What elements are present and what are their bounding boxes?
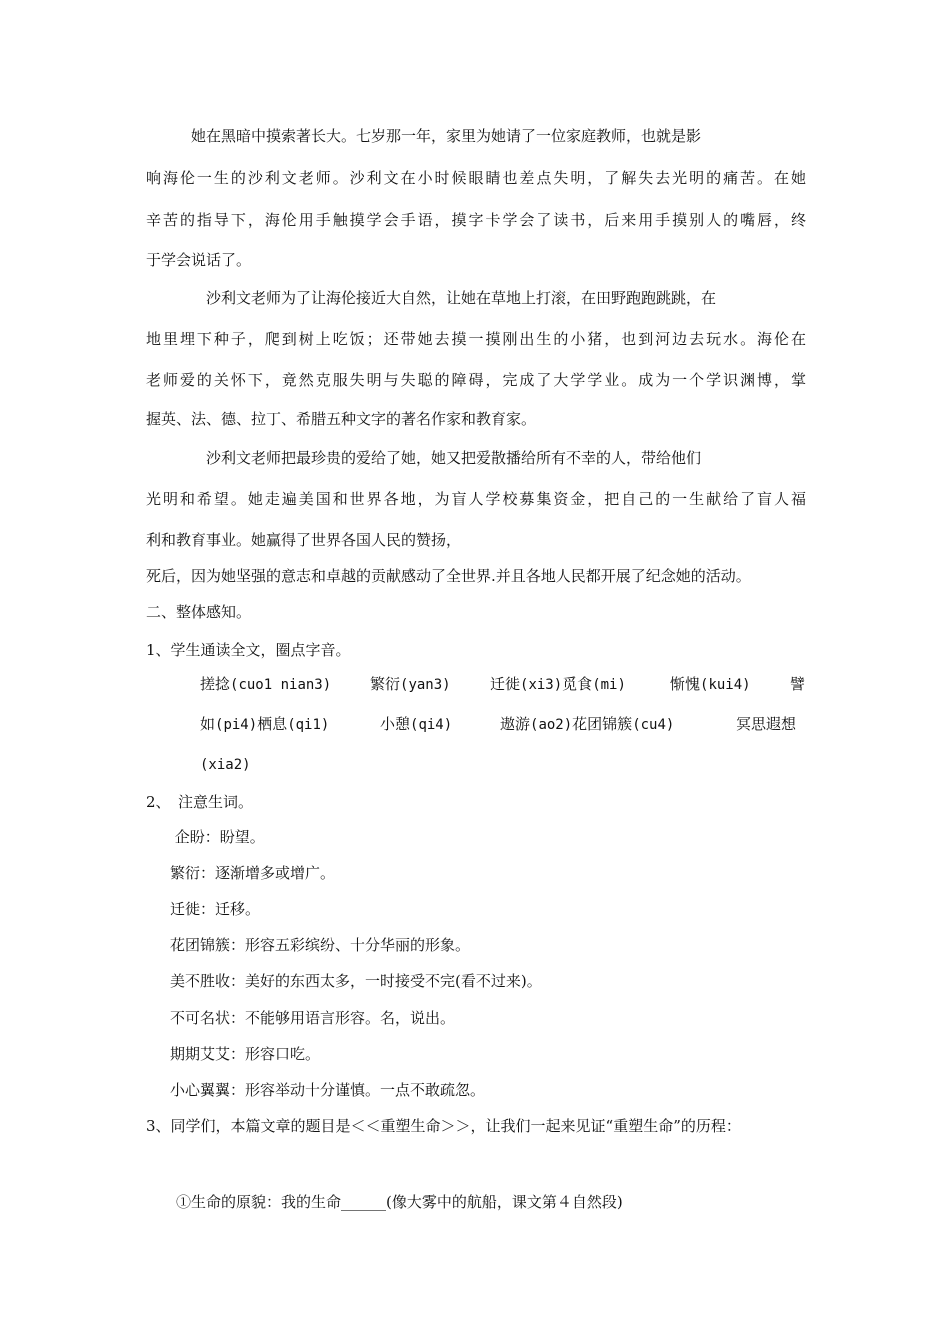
item-3-heading: 3、同学们，本篇文章的题目是＜＜重塑生命＞＞，让我们一起来见证“重塑生命”的历程： bbox=[146, 1117, 741, 1135]
pinyin-continuation: (xia2) bbox=[200, 757, 251, 773]
story-paragraph-2-line-1: 沙利文老师为了让海伦接近大自然，让她在草地上打滚，在田野跑跑跳跳，在 bbox=[146, 289, 717, 307]
vocab-item: 花团锦簇：形容五彩缤纷、十分华丽的形象。 bbox=[170, 936, 471, 954]
pinyin-entry: 迁徙(xi3)觅食(mi) bbox=[490, 675, 626, 693]
step-1-fill-in: ①生命的原貌：我的生命______(像大雾中的航船，课文第４自然段) bbox=[176, 1193, 623, 1211]
story-paragraph-1-line-3: 辛苦的指导下，海伦用手触摸学会手语，摸字卡学会了读书，后来用手摸别人的嘴唇，终 bbox=[146, 211, 806, 229]
vocab-item: 期期艾艾：形容口吃。 bbox=[170, 1045, 321, 1063]
pinyin-entry: 繁衍(yan3) bbox=[370, 675, 451, 693]
story-paragraph-3-line-4: 死后，因为她坚强的意志和卓越的贡献感动了全世界.并且各地人民都开展了纪念她的活动。 bbox=[146, 567, 751, 585]
story-paragraph-3-line-2: 光明和希望。她走遍美国和世界各地，为盲人学校募集资金，把自己的一生献给了盲人福 bbox=[146, 490, 806, 508]
item-1-heading: 1、学生通读全文，圈点字音。 bbox=[146, 641, 351, 659]
vocab-item: 企盼：盼望。 bbox=[170, 828, 265, 846]
story-paragraph-3-line-3: 利和教育事业。她赢得了世界各国人民的赞扬， bbox=[146, 531, 462, 549]
story-paragraph-1-line-2: 响海伦一生的沙利文老师。沙利文在小时候眼睛也差点失明，了解失去光明的痛苦。在她 bbox=[146, 169, 806, 187]
item-2-heading: 2、 注意生词。 bbox=[146, 793, 254, 811]
pinyin-entry: 惭愧(kui4) bbox=[670, 675, 751, 693]
story-paragraph-2-line-2: 地里埋下种子，爬到树上吃饭；还带她去摸一摸刚出生的小猪，也到河边去玩水。海伦在 bbox=[146, 330, 806, 348]
story-paragraph-1-line-4: 于学会说话了。 bbox=[146, 251, 252, 269]
story-paragraph-2-line-4: 握英、法、德、拉丁、希腊五种文字的著名作家和教育家。 bbox=[146, 410, 537, 428]
pinyin-entry: 搓捻(cuo1 nian3) bbox=[200, 675, 332, 693]
pinyin-entry: 譬 bbox=[790, 675, 806, 693]
vocab-item: 小心翼翼：形容举动十分谨慎。一点不敢疏忽。 bbox=[170, 1081, 486, 1099]
section-heading: 二、整体感知。 bbox=[146, 603, 252, 621]
vocab-item: 美不胜收：美好的东西太多，一时接受不完(看不过来)。 bbox=[170, 972, 542, 990]
pinyin-entry: 如(pi4)栖息(qi1) bbox=[200, 715, 330, 733]
story-paragraph-3-line-1: 沙利文老师把最珍贵的爱给了她，她又把爱散播给所有不幸的人，带给他们 bbox=[146, 449, 702, 467]
pinyin-entry: 小憩(qi4) bbox=[380, 715, 453, 733]
pinyin-entry: 遨游(ao2)花团锦簇(cu4) bbox=[500, 715, 675, 733]
vocab-item: 迁徙：迁移。 bbox=[170, 900, 261, 918]
pinyin-entry: 冥思遐想 bbox=[736, 715, 797, 733]
story-paragraph-1-line-1: 她在黑暗中摸索著长大。七岁那一年，家里为她请了一位家庭教师，也就是影 bbox=[146, 127, 702, 145]
story-paragraph-2-line-3: 老师爱的关怀下，竟然克服失明与失聪的障碍，完成了大学学业。成为一个学识渊博，掌 bbox=[146, 371, 806, 389]
vocab-item: 繁衍：逐渐增多或增广。 bbox=[170, 864, 336, 882]
vocab-item: 不可名状：不能够用语言形容。名，说出。 bbox=[170, 1009, 456, 1027]
